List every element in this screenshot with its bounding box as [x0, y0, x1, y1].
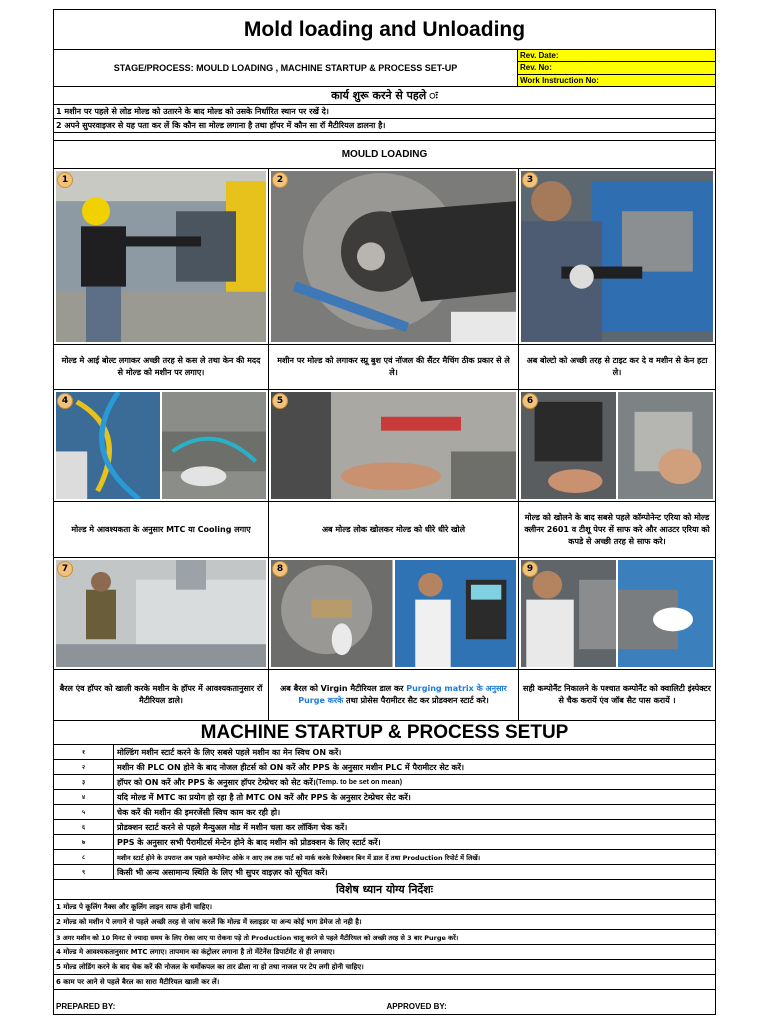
step-caption-3: अब बोल्टो को अच्छी तरह से टाइट कर दे व मशीन से केन हटा ले। [526, 356, 708, 377]
hopper-filling-image [56, 560, 266, 667]
startup-row: ४ यदि मोल्ड में MTC का प्रयोग हो रहा है तो MTC ON करें और PPS के अनुसार टेम्प्रेचर सेट करें। [54, 790, 715, 805]
startup-row: २ मशीन की PLC ON होने के बाद नोजल हीटर्स को ON करें और PPS के अनुसार मशीन PLC में पैरामीटर सेट करें। [54, 760, 715, 775]
step-photo-9 [519, 558, 715, 670]
revision-box [518, 50, 715, 86]
step-number-badge: 7 [57, 561, 73, 577]
startup-row: ३ हॉपर को ON करें और PPS के अनुसार हॉपर टेम्प्रेचर को सेट करें। (Temp. to be set on mean) [54, 775, 715, 790]
temp-note: (Temp. to be set on mean) [315, 778, 403, 786]
special-note-line: 6 काम पर आने से पहले बैरल का सारा मैटीरियल खाली कर लें। [54, 975, 715, 990]
before-start-line: 2 अपने सुपरवाइजर से यह पता कर लें कि कौन सा मोल्ड लगाना है तथा हॉपर में कौन सा रॉ मैटीरियल डालना है। [54, 119, 715, 133]
purging-matrix-highlight: Purging matrix के अनुसार Purge करके [298, 684, 507, 705]
worker-with-crane-image [56, 171, 266, 342]
signature-footer [54, 998, 715, 1014]
approved-by-label: APPROVED BY: [386, 1001, 447, 1011]
mtc-cooling-hoses-image [56, 392, 160, 499]
quality-check-image [618, 560, 713, 667]
step-caption-9: सही कम्पोनैंट निकालने के पश्चात कम्पोनैंट को क्वालिटी इंस्पेक्टर से चैक करायें एंव जॉब सैट पास करायें । [523, 684, 711, 705]
mould-loading-heading: MOULD LOADING [54, 141, 715, 169]
work-instruction-no-field: Work Instruction No: [518, 75, 715, 86]
step-cell-6 [519, 390, 715, 557]
step-number-badge: 9 [522, 561, 538, 577]
step-photo-6 [519, 390, 715, 502]
rev-no-field: Rev. No: [518, 62, 715, 74]
startup-row: ७ PPS के अनुसार सभी पैरामीटर्स मेन्टेन होने के बाद मशीन को प्रोडक्शन के लिए स्टार्ट करें। [54, 835, 715, 850]
step-cell-2 [269, 169, 519, 389]
work-instruction-sheet [53, 9, 716, 1015]
step-cell-3 [519, 169, 715, 389]
before-start-heading: कार्य शुरू करने से पहले ः [54, 87, 715, 105]
startup-row: ९ किसी भी अन्य असामान्य स्थिति के लिए भी सुपर वाइज़र को सूचित करें। [54, 865, 715, 880]
step-caption-5: अब मोल्ड लोक खोलकर मोल्ड को धीरे धीरे खोले [321, 524, 466, 534]
step-caption-4: मोल्ड मे आवश्यकता के अनुसार MTC या Cooling लगाए [71, 524, 251, 534]
steps-row-3 [54, 558, 715, 721]
before-start-line: 1 मशीन पर पहले से लोड मोल्ड को उतारने के बाद मोल्ड को उसके निर्धारित स्थान पर रखें दे। [54, 105, 715, 119]
stage-row [54, 50, 715, 87]
step-cell-5 [269, 390, 519, 557]
spacer [54, 133, 715, 141]
step-cell-9 [519, 558, 715, 720]
step-caption-1: मोल्ड मे आई बोल्ट लगाकर अच्छी तरह से कस ले तथा केन की मदद से मोल्ड को मशीन पर लगाए। [61, 356, 261, 377]
startup-row: ५ चेक करें की मशीन की इमरजेंसी स्विच काम कर रही हो। [54, 805, 715, 820]
cleaning-mould-image [521, 392, 616, 499]
sprue-bush-nozzle-image [271, 171, 516, 342]
component-removal-image [521, 560, 616, 667]
cleaning-component-area-image [618, 392, 713, 499]
stage-process-label: STAGE/PROCESS: MOULD LOADING , MACHINE STARTUP & PROCESS SET-UP [54, 50, 518, 86]
step-photo-1 [54, 169, 268, 345]
prepared-by-label: PREPARED BY: [56, 1001, 116, 1011]
step-number-badge: 6 [522, 393, 538, 409]
step-photo-7 [54, 558, 268, 670]
tightening-bolts-image [521, 171, 713, 342]
special-note-line: 1 मोल्ड पे कूलिंग नैक्स और कूलिंग लाइन साफ होनी चाहिए। [54, 900, 715, 915]
hose-connection-image [162, 392, 266, 499]
step-photo-5 [269, 390, 518, 502]
step-cell-7 [54, 558, 269, 720]
mould-lock-image [271, 392, 516, 499]
step-caption-2: मशीन पर मोल्ड को लगाकर स्प्रू बुश एवं नॉजल की सैंटर मैचिंग ठीक प्रकार से ले ले। [277, 356, 510, 377]
special-note-line: 5 मोल्ड लोडिंग करने के बाद चेक करें की नोजल के थर्मोकपल का तार ढीला ना हो तथा नाजल पर टेप लगी होनी चाहिए। [54, 960, 715, 975]
special-note-line: 2 मोल्ड को मशीन पे लगाने से पहले अच्छी तरह से जांच करलें कि मोल्ड में स्लाइडर या अन्य कोई भाग डेमेज तो नही है। [54, 915, 715, 930]
step-photo-4 [54, 390, 268, 502]
step-number-badge: 8 [272, 561, 288, 577]
special-note-line: 3 अगर मशीन को 10 मिनट से ज्यादा समय के लिए रोका जाए या रोकना पड़े तो Production चालू करने से पहले मैटीरियल को अच्छी तरह से 3 बार Purge करें। [54, 930, 715, 945]
step-caption-8b: तथा प्रोसेस पैरामीटर सैट कर प्रोडक्शन स्टार्ट करे। [343, 696, 489, 705]
startup-row: ६ प्रोडक्शन स्टार्ट करने से पहले मैन्युअल मोड में मशीन चला कर लॉकिंग चेक करें। [54, 820, 715, 835]
step-number-badge: 3 [522, 172, 538, 188]
purging-image [271, 560, 393, 667]
startup-row: १ मोल्डिंग मशीन स्टार्ट करने के लिए सबसे पहले मशीन का मेन स्विच ON करें। [54, 745, 715, 760]
steps-row-2 [54, 390, 715, 558]
step-number-badge: 5 [272, 393, 288, 409]
special-notes-heading: विशेष ध्यान योग्य निर्देशः [54, 880, 715, 900]
document-title: Mold loading and Unloading [54, 10, 715, 50]
step-cell-1 [54, 169, 269, 389]
steps-row-1 [54, 169, 715, 390]
special-note-line: 4 मोल्ड मे आवश्यकतानुसार MTC लगाए। तापमान का कंट्रोलर लगाना है तो मेंटेनेंस डिपार्टमेंट से ही लगवाए। [54, 945, 715, 960]
startup-row: ८ मशीन स्टार्ट होने के उपरान्त अब पहले कम्पोनेन्ट ओके न आए तब तक पार्ट को मार्क करके रिजेक्शन बिन में डाल दें तथा Production रिपोर्ट में लिखें। [54, 850, 715, 865]
step-photo-3 [519, 169, 715, 345]
step-cell-8 [269, 558, 519, 720]
rev-date-field: Rev. Date: [518, 50, 715, 62]
step-caption-7: बैरल एंव हॉपर को खाली करके मशीन के हॉपर में आवश्यकतानुसार रॉ मैटीरियल डाले। [59, 684, 263, 705]
step-photo-8 [269, 558, 518, 670]
step-caption-8 [269, 670, 518, 720]
step-number-badge: 4 [57, 393, 73, 409]
step-caption-8a: अब बैरल को Virgin मैटीरियल डाल कर [280, 684, 407, 693]
step-number-badge: 1 [57, 172, 73, 188]
step-caption-6: मोल्ड को खोलने के बाद सबसे पहले कॉम्पोनेन्ट एरिया को मोल्ड क्लीनर 2601 व टीशू पेपर सें साफ करे और आउटर एरिया को कपडे से अच्छी तरह से साफ करे। [524, 512, 710, 546]
step-photo-2 [269, 169, 518, 345]
step-number-badge: 2 [272, 172, 288, 188]
step-cell-4 [54, 390, 269, 557]
control-panel-image [395, 560, 517, 667]
machine-startup-heading: MACHINE STARTUP & PROCESS SETUP [54, 721, 715, 745]
